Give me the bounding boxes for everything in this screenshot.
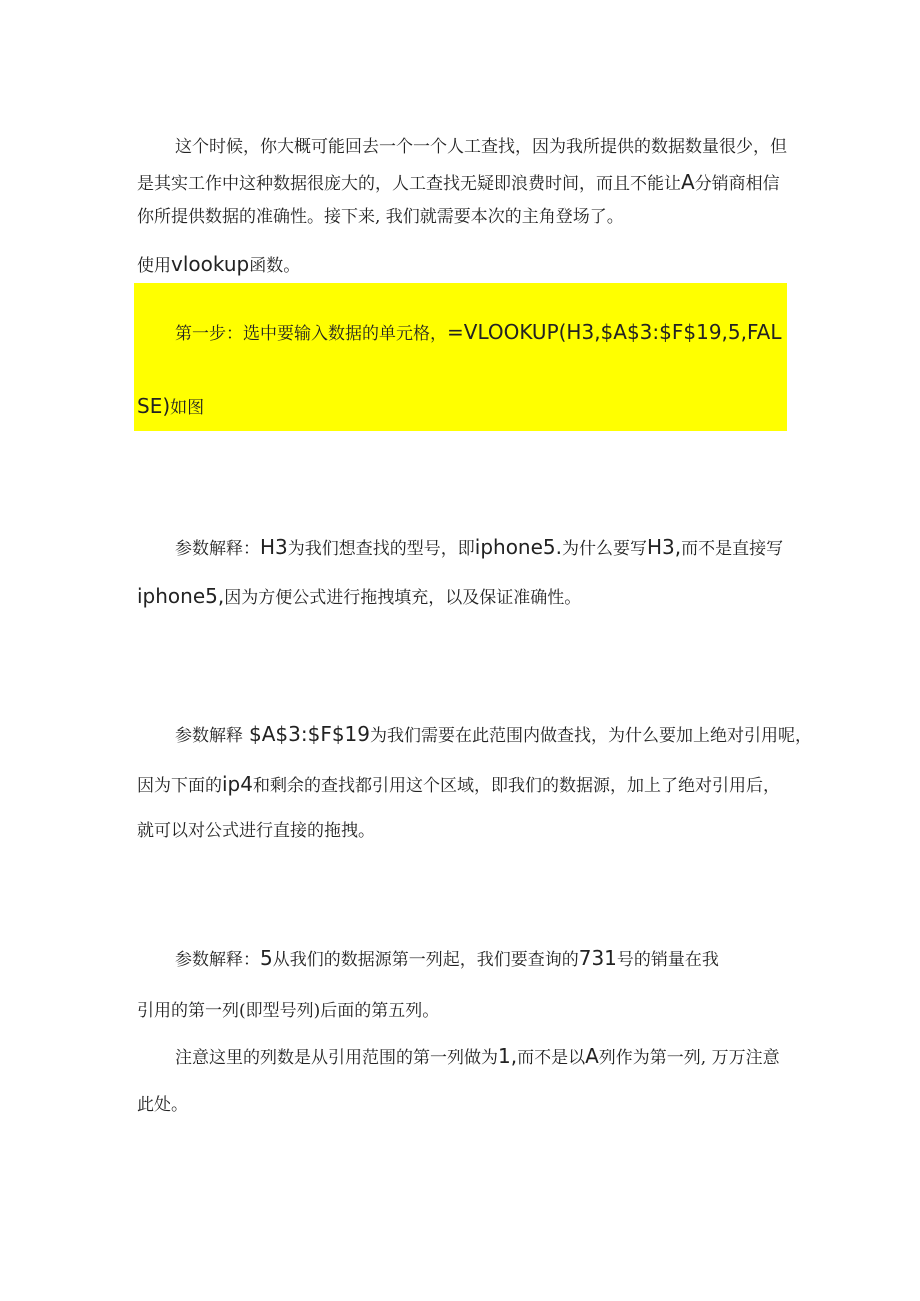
intro-text: 这个时候，你大概可能回去一个一个人工查找，因为我所提供的数据数量很少，但	[175, 137, 787, 157]
param3-code: 731	[578, 946, 617, 970]
function-name: vlookup	[171, 252, 250, 276]
step1-highlight	[134, 283, 787, 431]
note-code: 1,	[498, 1044, 518, 1068]
param2-line-1	[175, 723, 812, 747]
param2-text: 参数解释	[175, 726, 243, 746]
param1-text: 而不是直接写	[681, 539, 784, 559]
intro-letter: A	[681, 170, 695, 194]
param2-text: 因为下面的	[137, 776, 222, 796]
param1-line-1	[175, 536, 783, 560]
param2-text: 和剩余的查找都引用这个区域，即我们的数据源，加上了绝对引用后，	[252, 776, 780, 796]
param1-code: iphone5.	[474, 535, 562, 559]
intro-line-2	[137, 171, 780, 195]
use-prefix: 使用	[137, 256, 171, 276]
param3-code: 5	[260, 946, 273, 970]
param2-code: $A$3:$F$19	[249, 722, 370, 746]
step1-line-1	[175, 321, 781, 345]
param3-text: 参数解释：	[175, 950, 260, 970]
param3-text: 从我们的数据源第一列起，我们要查询的	[272, 950, 579, 970]
param1-text: 参数解释：	[175, 539, 260, 559]
intro-text: 你所提供数据的准确性。接下来, 我们就需要本次的主角登场了。	[137, 207, 624, 227]
param2-text: 就可以对公式进行直接的拖拽。	[137, 821, 375, 841]
param3-line-2	[137, 1000, 439, 1022]
intro-line-3	[137, 206, 624, 228]
step1-formula-end: SE)	[137, 394, 171, 418]
param1-text: 因为方便公式进行拖拽填充，以及保证准确性。	[224, 588, 582, 608]
step1-line-2	[137, 395, 204, 419]
param2-text: 为我们需要在此范围内做查找，为什么要加上绝对引用呢，	[370, 726, 812, 746]
param2-line-3	[137, 820, 375, 842]
note-line-2	[137, 1094, 188, 1116]
intro-line-1	[175, 136, 787, 158]
param1-code: H3,	[647, 535, 682, 559]
note-text: 列作为第一列, 万万注意	[598, 1048, 780, 1068]
note-code: A	[585, 1044, 599, 1068]
param2-code: ip4	[222, 772, 253, 796]
note-text: 此处。	[137, 1095, 188, 1115]
step1-suffix: 如图	[170, 398, 205, 418]
param3-text: 号的销量在我	[616, 950, 719, 970]
param1-line-2	[137, 585, 581, 609]
param3-text: 引用的第一列(即型号列)后面的第五列。	[137, 1001, 440, 1021]
note-line-1	[175, 1045, 780, 1069]
intro-text: 是其实工作中这种数据很庞大的，人工查找无疑即浪费时间，而且不能让	[137, 174, 681, 194]
param1-text: 为我们想查找的型号，即	[287, 539, 475, 559]
note-text: 而不是以	[517, 1048, 586, 1068]
use-function-line	[137, 253, 300, 277]
intro-text: 分销商相信	[694, 174, 780, 194]
param3-line-1	[175, 947, 719, 971]
step1-label: 第一步：选中要输入数据的单元格，	[175, 324, 447, 344]
param1-text: 为什么要写	[562, 539, 647, 559]
param2-line-2	[137, 773, 780, 797]
param1-code: iphone5,	[137, 584, 225, 608]
param1-code: H3	[260, 535, 288, 559]
note-text: 注意这里的列数是从引用范围的第一列做为	[175, 1048, 498, 1068]
use-suffix: 函数。	[249, 256, 301, 276]
step1-formula: =VLOOKUP(H3,$A$3:$F$19,5,FAL	[447, 320, 782, 344]
